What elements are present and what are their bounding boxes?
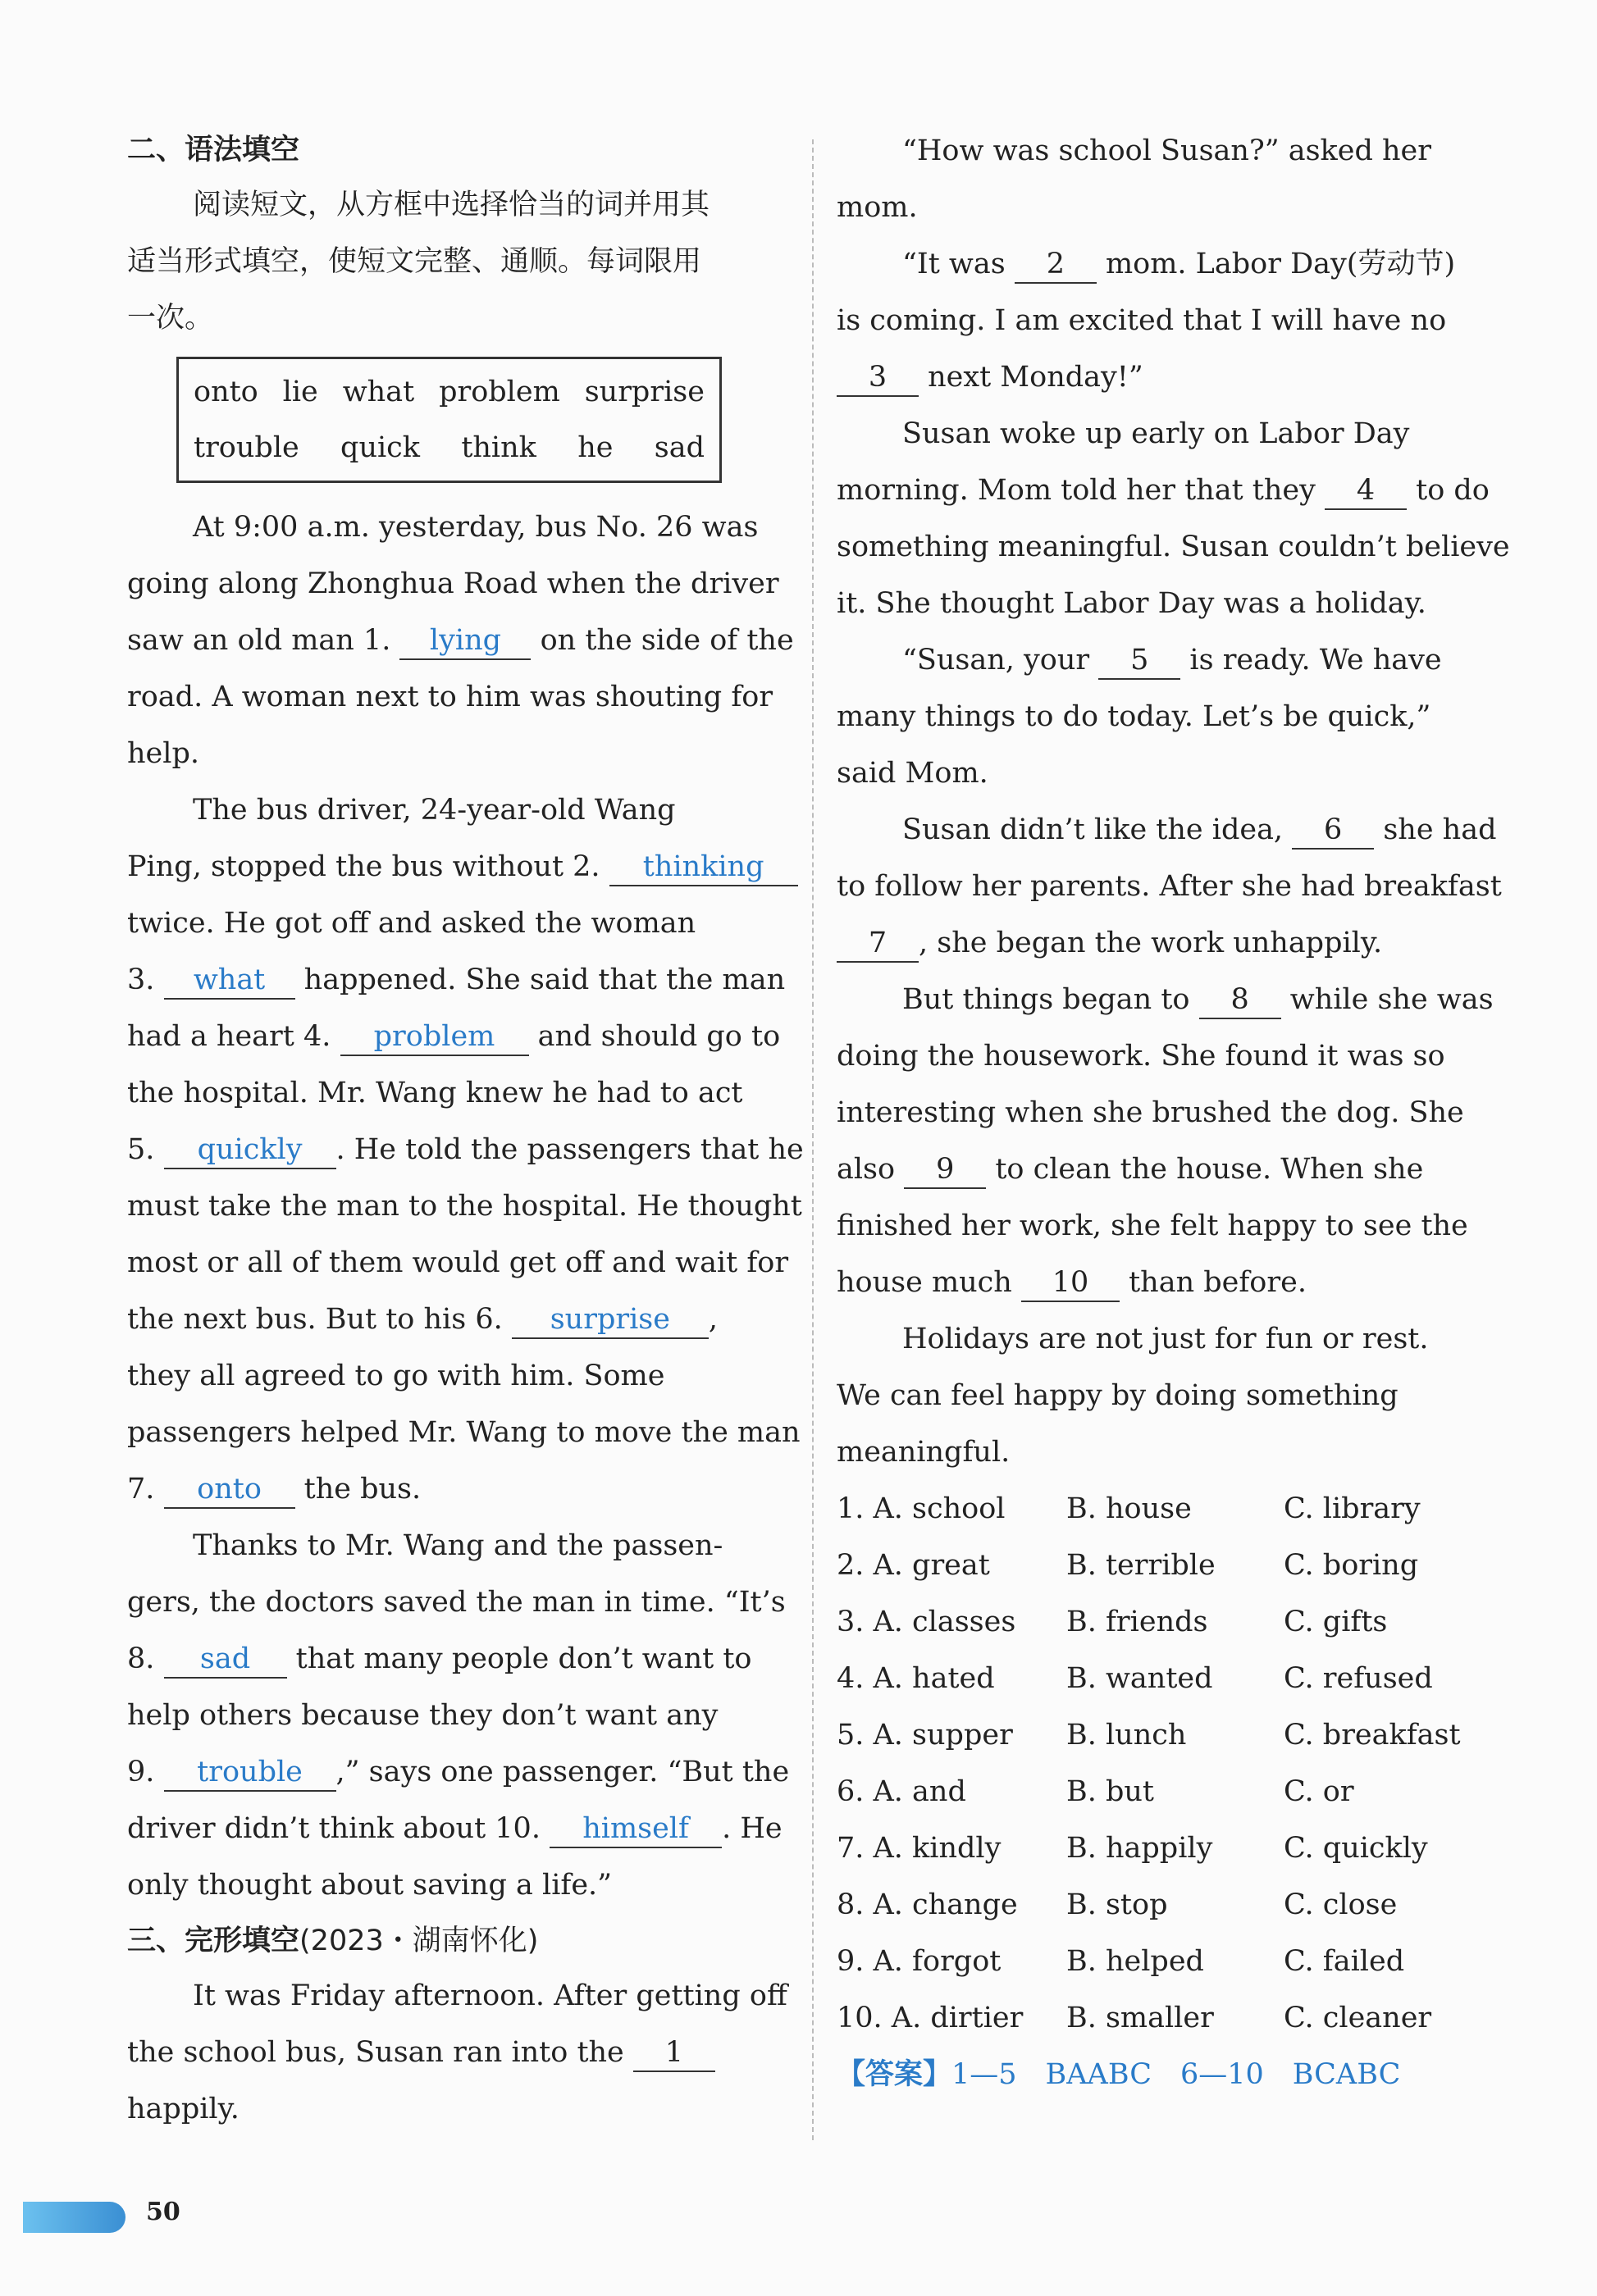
option-row-9 — [837, 1934, 1497, 1990]
answer-blank-8: sad — [164, 1641, 287, 1679]
option: 2. A. great — [837, 1549, 990, 1582]
option-row-5 — [837, 1707, 1497, 1764]
word: trouble — [194, 431, 299, 464]
option: B. stop — [1066, 1888, 1168, 1921]
option: 8. A. change — [837, 1888, 1018, 1921]
option: 5. A. supper — [837, 1719, 1013, 1752]
word: think — [461, 431, 536, 464]
answer-blank-6: surprise — [512, 1301, 709, 1339]
section3-title: 三、完形填空 — [127, 1925, 300, 1957]
section2-title: 二、语法填空 — [127, 134, 300, 166]
option: B. lunch — [1066, 1719, 1187, 1752]
page-number: 50 — [146, 2198, 180, 2226]
instruction-line-1: 阅读短文，从方框中选择恰当的词并用其 — [193, 189, 710, 221]
answer-blank-10: himself — [550, 1811, 722, 1848]
word: problem — [439, 376, 560, 408]
answer-blank-1: lying — [399, 622, 531, 660]
option: B. friends — [1066, 1606, 1208, 1638]
answer-blank-7: onto — [164, 1471, 295, 1509]
option-row-7 — [837, 1820, 1497, 1877]
page-number-tab — [23, 2202, 125, 2233]
option: 9. A. forgot — [837, 1945, 1002, 1978]
option: C. breakfast — [1284, 1719, 1461, 1752]
answer-key — [837, 2047, 1497, 2103]
option: B. terrible — [1066, 1549, 1216, 1582]
cloze-passage-continued: “How was school Susan?” asked her mom. “It was 2 mom. Labor Day(劳动节) is coming. I am excited that I will have no 3 next Monday!” Susan woke up early on Labor Day morning. Mom told her that they 4 to do something meaningful. Susan couldn’t believe it. She thought Labor Day was a holiday. “Susan, your 5 is ready. We have many things to do today. Let’s be quick,” said Mom. Susan didn’t like the idea, 6 she had to follow her parents. After she had breakfast 7 , she began the work unhappily. But things began to 8 while she was doing the housework. She found it was so interesting when she brushed the dog. She also 9 to clean the house. When she finished her work, she felt happy to see the house much 10 than before. Holidays are not just for fun or rest. We can feel happy by doing something meaningful. — [837, 134, 1510, 1469]
option: C. or — [1284, 1775, 1354, 1808]
left-column — [127, 123, 804, 2138]
instruction-line-2: 适当形式填空，使短文完整、通顺。每词限用 — [127, 245, 702, 278]
option: C. failed — [1284, 1945, 1405, 1978]
option: 4. A. hated — [837, 1662, 995, 1695]
option: B. but — [1066, 1775, 1154, 1808]
option: C. quickly — [1284, 1832, 1428, 1865]
option: 6. A. and — [837, 1775, 966, 1808]
option-row-8 — [837, 1877, 1497, 1934]
option: B. wanted — [1066, 1662, 1213, 1695]
word-box — [176, 357, 722, 483]
option-row-10 — [837, 1990, 1497, 2047]
word: onto — [194, 376, 258, 408]
word-box-row-1 — [194, 364, 705, 420]
grammar-passage: At 9:00 a.m. yesterday, bus No. 26 was going along Zhonghua Road when the driver saw an old man 1. lying on the side of the road. A woman next to him was shouting for help. The bus driver, 24-year-old Wang Ping, stopped the bus without 2. thinking twice. He got off and asked the woman 3. what happened. She said that the man had a heart 4. problem and should go to the hospital. Mr. Wang knew he had to act 5. quickly . He told the passengers that he must take the man to the hospital. He thought most or all of them would get off and wait for the next bus. But to his 6. surprise , they all agreed to go with him. Some passengers helped Mr. Wang to move the man 7. onto the bus. Thanks to Mr. Wang and the passen- gers, the doctors saved the man in time. “It’s 8. sad that many people don’t want to help others because they don’t want any 9. trouble ,” says one passenger. “But the driver didn’t think about 10. himself . He only thought about saving a life.” — [127, 511, 804, 1902]
option-row-2 — [837, 1538, 1497, 1594]
option-row-1 — [837, 1481, 1497, 1538]
word: quick — [340, 431, 420, 464]
answer-tag: 【答案】 — [837, 2058, 952, 2091]
option: C. library — [1284, 1492, 1421, 1525]
option: C. cleaner — [1284, 2002, 1432, 2034]
option: 7. A. kindly — [837, 1832, 1002, 1865]
option: C. refused — [1284, 1662, 1433, 1695]
answer-blank-2: thinking — [609, 849, 798, 886]
word: surprise — [584, 376, 705, 408]
answer-blank-9: trouble — [164, 1754, 336, 1792]
answer-text: 1—5 BAABC 6—10 BCABC — [951, 2058, 1401, 2091]
option: C. boring — [1284, 1549, 1419, 1582]
answer-blank-5: quickly — [164, 1132, 336, 1169]
option: 1. A. school — [837, 1492, 1006, 1525]
word-box-row-2 — [194, 420, 705, 476]
option-row-6 — [837, 1764, 1497, 1820]
option: B. helped — [1066, 1945, 1204, 1978]
column-divider — [812, 139, 814, 2140]
options-list — [837, 1481, 1497, 2047]
option: B. happily — [1066, 1832, 1213, 1865]
instruction-line-3: 一次。 — [127, 302, 214, 335]
option: C. close — [1284, 1888, 1398, 1921]
option-row-4 — [837, 1651, 1497, 1707]
word: he — [577, 431, 614, 464]
option: 10. A. dirtier — [837, 2002, 1024, 2034]
answer-blank-4: problem — [340, 1018, 529, 1056]
answer-blank-3: what — [164, 962, 295, 1000]
section3-source: (2023・湖南怀化) — [299, 1925, 539, 1957]
word: sad — [654, 431, 705, 464]
right-column — [837, 123, 1510, 2103]
option-row-3 — [837, 1594, 1497, 1651]
word: lie — [282, 376, 318, 408]
option: 3. A. classes — [837, 1606, 1016, 1638]
cloze-passage-start: It was Friday afternoon. After getting off the school bus, Susan ran into the 1 happily. — [127, 1979, 787, 2125]
section3-heading — [127, 1914, 787, 1968]
option: B. house — [1066, 1492, 1192, 1525]
option: B. smaller — [1066, 2002, 1214, 2034]
word: what — [342, 376, 415, 408]
option: C. gifts — [1284, 1606, 1388, 1638]
